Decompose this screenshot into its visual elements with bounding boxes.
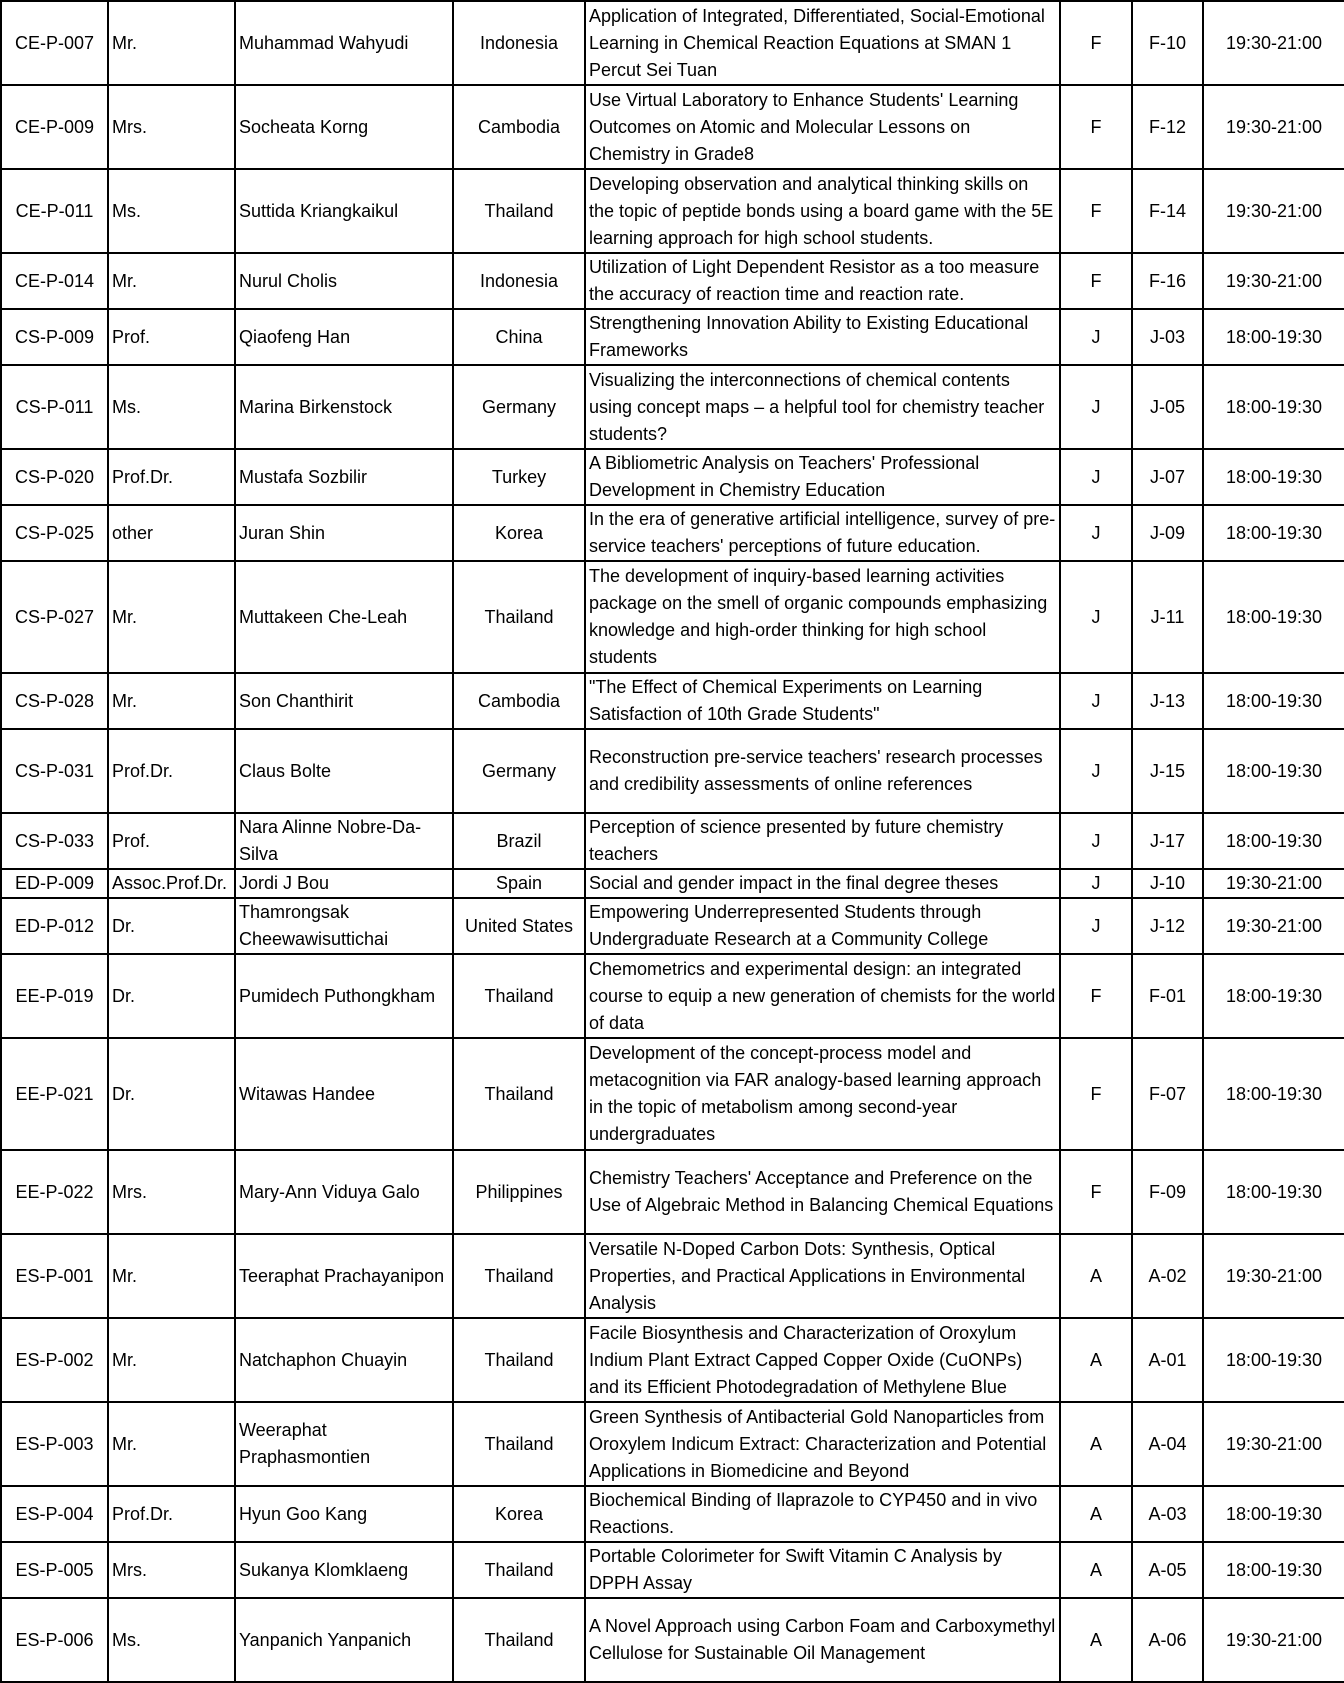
cell-name: Teeraphat Prachayanipon xyxy=(235,1234,453,1318)
cell-code: ES-P-006 xyxy=(1,1598,108,1682)
cell-code: ES-P-002 xyxy=(1,1318,108,1402)
cell-title: Mrs. xyxy=(108,1150,235,1234)
cell-code: ED-P-012 xyxy=(1,898,108,954)
cell-topic: Developing observation and analytical thinking skills on the topic of peptide bonds using a board game with the 5E learning approach for high school students. xyxy=(585,169,1060,253)
cell-zone: J xyxy=(1060,813,1132,869)
cell-code: ES-P-004 xyxy=(1,1486,108,1542)
cell-zone: F xyxy=(1060,954,1132,1038)
table-row xyxy=(1,1038,1344,1150)
cell-country: United States xyxy=(453,898,585,954)
cell-name: Weeraphat Praphasmontien xyxy=(235,1402,453,1486)
table-row xyxy=(1,253,1344,309)
cell-country: Thailand xyxy=(453,1402,585,1486)
cell-board: J-15 xyxy=(1132,729,1203,813)
cell-zone: A xyxy=(1060,1402,1132,1486)
cell-time: 18:00-19:30 xyxy=(1203,561,1344,673)
table-body xyxy=(1,1,1344,1682)
cell-time: 19:30-21:00 xyxy=(1203,898,1344,954)
cell-title: Mr. xyxy=(108,673,235,729)
cell-code: CE-P-007 xyxy=(1,1,108,85)
table-row xyxy=(1,309,1344,365)
cell-board: F-09 xyxy=(1132,1150,1203,1234)
cell-board: A-04 xyxy=(1132,1402,1203,1486)
table-row xyxy=(1,673,1344,729)
cell-title: Mrs. xyxy=(108,85,235,169)
cell-board: F-07 xyxy=(1132,1038,1203,1150)
cell-zone: J xyxy=(1060,869,1132,898)
cell-time: 19:30-21:00 xyxy=(1203,1402,1344,1486)
cell-name: Marina Birkenstock xyxy=(235,365,453,449)
cell-time: 18:00-19:30 xyxy=(1203,505,1344,561)
cell-zone: J xyxy=(1060,365,1132,449)
cell-title: Mrs. xyxy=(108,1542,235,1598)
cell-title: Prof.Dr. xyxy=(108,729,235,813)
cell-name: Pumidech Puthongkham xyxy=(235,954,453,1038)
cell-time: 19:30-21:00 xyxy=(1203,869,1344,898)
cell-code: CS-P-033 xyxy=(1,813,108,869)
cell-name: Witawas Handee xyxy=(235,1038,453,1150)
cell-name: Nara Alinne Nobre-Da-Silva xyxy=(235,813,453,869)
cell-country: China xyxy=(453,309,585,365)
table-row xyxy=(1,449,1344,505)
cell-name: Son Chanthirit xyxy=(235,673,453,729)
cell-topic: Use Virtual Laboratory to Enhance Students' Learning Outcomes on Atomic and Molecular Lessons on Chemistry in Grade8 xyxy=(585,85,1060,169)
cell-name: Socheata Korng xyxy=(235,85,453,169)
cell-title: Ms. xyxy=(108,1598,235,1682)
table-row xyxy=(1,898,1344,954)
cell-zone: F xyxy=(1060,85,1132,169)
cell-time: 19:30-21:00 xyxy=(1203,1,1344,85)
cell-title: Mr. xyxy=(108,253,235,309)
cell-code: CE-P-014 xyxy=(1,253,108,309)
cell-zone: F xyxy=(1060,169,1132,253)
cell-time: 18:00-19:30 xyxy=(1203,365,1344,449)
cell-title: Prof.Dr. xyxy=(108,449,235,505)
cell-title: Dr. xyxy=(108,954,235,1038)
cell-topic: A Bibliometric Analysis on Teachers' Professional Development in Chemistry Education xyxy=(585,449,1060,505)
cell-country: Thailand xyxy=(453,169,585,253)
cell-zone: F xyxy=(1060,253,1132,309)
cell-topic: Social and gender impact in the final degree theses xyxy=(585,869,1060,898)
cell-topic: The development of inquiry-based learning activities package on the smell of organic compounds emphasizing knowledge and high-order thinking for high school students xyxy=(585,561,1060,673)
cell-name: Juran Shin xyxy=(235,505,453,561)
cell-board: J-13 xyxy=(1132,673,1203,729)
cell-country: Germany xyxy=(453,729,585,813)
cell-zone: J xyxy=(1060,898,1132,954)
cell-name: Yanpanich Yanpanich xyxy=(235,1598,453,1682)
cell-board: A-03 xyxy=(1132,1486,1203,1542)
cell-title: Dr. xyxy=(108,898,235,954)
cell-title: Prof. xyxy=(108,813,235,869)
cell-country: Brazil xyxy=(453,813,585,869)
cell-country: Thailand xyxy=(453,561,585,673)
table-row xyxy=(1,1150,1344,1234)
cell-time: 18:00-19:30 xyxy=(1203,729,1344,813)
cell-title: Prof.Dr. xyxy=(108,1486,235,1542)
cell-code: ES-P-003 xyxy=(1,1402,108,1486)
cell-name: Suttida Kriangkaikul xyxy=(235,169,453,253)
cell-name: Nurul Cholis xyxy=(235,253,453,309)
cell-board: J-17 xyxy=(1132,813,1203,869)
cell-country: Cambodia xyxy=(453,673,585,729)
table-row xyxy=(1,85,1344,169)
cell-topic: Chemometrics and experimental design: an integrated course to equip a new generation of chemists for the world of data xyxy=(585,954,1060,1038)
cell-board: J-09 xyxy=(1132,505,1203,561)
cell-code: CS-P-025 xyxy=(1,505,108,561)
cell-name: Sukanya Klomklaeng xyxy=(235,1542,453,1598)
table-row xyxy=(1,1486,1344,1542)
table-row xyxy=(1,561,1344,673)
cell-zone: A xyxy=(1060,1598,1132,1682)
cell-title: Mr. xyxy=(108,1318,235,1402)
cell-zone: A xyxy=(1060,1234,1132,1318)
cell-country: Spain xyxy=(453,869,585,898)
cell-title: Mr. xyxy=(108,1,235,85)
table-row xyxy=(1,729,1344,813)
cell-time: 18:00-19:30 xyxy=(1203,813,1344,869)
cell-country: Thailand xyxy=(453,954,585,1038)
cell-zone: F xyxy=(1060,1150,1132,1234)
cell-time: 19:30-21:00 xyxy=(1203,169,1344,253)
cell-country: Germany xyxy=(453,365,585,449)
cell-zone: A xyxy=(1060,1486,1132,1542)
table-row xyxy=(1,813,1344,869)
cell-country: Thailand xyxy=(453,1038,585,1150)
cell-board: F-10 xyxy=(1132,1,1203,85)
cell-code: CS-P-027 xyxy=(1,561,108,673)
cell-board: J-10 xyxy=(1132,869,1203,898)
cell-time: 18:00-19:30 xyxy=(1203,449,1344,505)
cell-code: EE-P-022 xyxy=(1,1150,108,1234)
cell-board: J-12 xyxy=(1132,898,1203,954)
cell-zone: A xyxy=(1060,1318,1132,1402)
cell-code: ES-P-005 xyxy=(1,1542,108,1598)
cell-board: F-01 xyxy=(1132,954,1203,1038)
cell-time: 19:30-21:00 xyxy=(1203,85,1344,169)
cell-time: 18:00-19:30 xyxy=(1203,309,1344,365)
cell-title: Ms. xyxy=(108,365,235,449)
table-row xyxy=(1,505,1344,561)
cell-time: 18:00-19:30 xyxy=(1203,954,1344,1038)
cell-board: A-06 xyxy=(1132,1598,1203,1682)
cell-code: CS-P-009 xyxy=(1,309,108,365)
cell-board: A-02 xyxy=(1132,1234,1203,1318)
cell-zone: J xyxy=(1060,729,1132,813)
cell-code: ES-P-001 xyxy=(1,1234,108,1318)
cell-name: Claus Bolte xyxy=(235,729,453,813)
cell-time: 18:00-19:30 xyxy=(1203,1318,1344,1402)
table-row xyxy=(1,1234,1344,1318)
cell-country: Thailand xyxy=(453,1318,585,1402)
cell-zone: A xyxy=(1060,1542,1132,1598)
cell-code: CS-P-011 xyxy=(1,365,108,449)
cell-title: Ms. xyxy=(108,169,235,253)
cell-country: Indonesia xyxy=(453,1,585,85)
cell-title: Prof. xyxy=(108,309,235,365)
cell-time: 19:30-21:00 xyxy=(1203,253,1344,309)
cell-code: CE-P-009 xyxy=(1,85,108,169)
cell-board: J-11 xyxy=(1132,561,1203,673)
cell-board: J-07 xyxy=(1132,449,1203,505)
cell-title: Mr. xyxy=(108,1402,235,1486)
cell-zone: J xyxy=(1060,673,1132,729)
cell-country: Thailand xyxy=(453,1598,585,1682)
cell-board: J-05 xyxy=(1132,365,1203,449)
cell-country: Thailand xyxy=(453,1234,585,1318)
cell-country: Turkey xyxy=(453,449,585,505)
cell-board: A-01 xyxy=(1132,1318,1203,1402)
cell-code: CE-P-011 xyxy=(1,169,108,253)
cell-topic: Chemistry Teachers' Acceptance and Preference on the Use of Algebraic Method in Balancing Chemical Equations xyxy=(585,1150,1060,1234)
cell-time: 18:00-19:30 xyxy=(1203,1486,1344,1542)
cell-country: Korea xyxy=(453,1486,585,1542)
table-row xyxy=(1,1542,1344,1598)
cell-board: F-12 xyxy=(1132,85,1203,169)
cell-board: F-16 xyxy=(1132,253,1203,309)
cell-country: Cambodia xyxy=(453,85,585,169)
cell-title: Mr. xyxy=(108,561,235,673)
cell-board: F-14 xyxy=(1132,169,1203,253)
cell-name: Jordi J Bou xyxy=(235,869,453,898)
cell-topic: In the era of generative artificial intelligence, survey of pre-service teachers' perceptions of future education. xyxy=(585,505,1060,561)
cell-name: Natchaphon Chuayin xyxy=(235,1318,453,1402)
cell-board: J-03 xyxy=(1132,309,1203,365)
cell-title: Mr. xyxy=(108,1234,235,1318)
cell-code: EE-P-021 xyxy=(1,1038,108,1150)
cell-topic: A Novel Approach using Carbon Foam and Carboxymethyl Cellulose for Sustainable Oil Management xyxy=(585,1598,1060,1682)
cell-topic: Development of the concept-process model and metacognition via FAR analogy-based learning approach in the topic of metabolism among second-year undergraduates xyxy=(585,1038,1060,1150)
cell-time: 18:00-19:30 xyxy=(1203,1150,1344,1234)
cell-zone: J xyxy=(1060,309,1132,365)
cell-board: A-05 xyxy=(1132,1542,1203,1598)
table-row xyxy=(1,1402,1344,1486)
cell-zone: J xyxy=(1060,449,1132,505)
cell-country: Thailand xyxy=(453,1542,585,1598)
cell-topic: "The Effect of Chemical Experiments on Learning Satisfaction of 10th Grade Students" xyxy=(585,673,1060,729)
cell-time: 18:00-19:30 xyxy=(1203,673,1344,729)
cell-country: Korea xyxy=(453,505,585,561)
cell-code: ED-P-009 xyxy=(1,869,108,898)
cell-time: 18:00-19:30 xyxy=(1203,1542,1344,1598)
cell-topic: Biochemical Binding of Ilaprazole to CYP450 and in vivo Reactions. xyxy=(585,1486,1060,1542)
table-row xyxy=(1,1,1344,85)
cell-topic: Facile Biosynthesis and Characterization of Oroxylum Indium Plant Extract Capped Copper Oxide (CuONPs) and its Efficient Photodegradation of Methylene Blue xyxy=(585,1318,1060,1402)
cell-name: Qiaofeng Han xyxy=(235,309,453,365)
cell-topic: Application of Integrated, Differentiated, Social-Emotional Learning in Chemical Reaction Equations at SMAN 1 Percut Sei Tuan xyxy=(585,1,1060,85)
cell-topic: Versatile N-Doped Carbon Dots: Synthesis, Optical Properties, and Practical Applications in Environmental Analysis xyxy=(585,1234,1060,1318)
cell-country: Philippines xyxy=(453,1150,585,1234)
cell-name: Thamrongsak Cheewawisuttichai xyxy=(235,898,453,954)
table-row xyxy=(1,365,1344,449)
cell-zone: F xyxy=(1060,1,1132,85)
cell-topic: Portable Colorimeter for Swift Vitamin C Analysis by DPPH Assay xyxy=(585,1542,1060,1598)
cell-zone: J xyxy=(1060,561,1132,673)
cell-country: Indonesia xyxy=(453,253,585,309)
table-row xyxy=(1,869,1344,898)
cell-time: 19:30-21:00 xyxy=(1203,1234,1344,1318)
table-row xyxy=(1,954,1344,1038)
cell-title: other xyxy=(108,505,235,561)
cell-topic: Reconstruction pre-service teachers' research processes and credibility assessments of online references xyxy=(585,729,1060,813)
cell-time: 19:30-21:00 xyxy=(1203,1598,1344,1682)
cell-title: Dr. xyxy=(108,1038,235,1150)
cell-time: 18:00-19:30 xyxy=(1203,1038,1344,1150)
cell-name: Hyun Goo Kang xyxy=(235,1486,453,1542)
table-row xyxy=(1,169,1344,253)
cell-zone: J xyxy=(1060,505,1132,561)
cell-topic: Strengthening Innovation Ability to Existing Educational Frameworks xyxy=(585,309,1060,365)
cell-zone: F xyxy=(1060,1038,1132,1150)
table-row xyxy=(1,1598,1344,1682)
cell-topic: Perception of science presented by future chemistry teachers xyxy=(585,813,1060,869)
cell-code: CS-P-031 xyxy=(1,729,108,813)
cell-topic: Utilization of Light Dependent Resistor as a too measure the accuracy of reaction time and reaction rate. xyxy=(585,253,1060,309)
cell-name: Muttakeen Che-Leah xyxy=(235,561,453,673)
cell-code: CS-P-028 xyxy=(1,673,108,729)
cell-title: Assoc.Prof.Dr. xyxy=(108,869,235,898)
cell-topic: Green Synthesis of Antibacterial Gold Nanoparticles from Oroxylem Indicum Extract: Characterization and Potential Applications in Biomedicine and Beyond xyxy=(585,1402,1060,1486)
cell-topic: Visualizing the interconnections of chemical contents using concept maps – a helpful tool for chemistry teacher students? xyxy=(585,365,1060,449)
cell-topic: Empowering Underrepresented Students through Undergraduate Research at a Community College xyxy=(585,898,1060,954)
cell-name: Mary-Ann Viduya Galo xyxy=(235,1150,453,1234)
cell-code: EE-P-019 xyxy=(1,954,108,1038)
cell-name: Muhammad Wahyudi xyxy=(235,1,453,85)
cell-code: CS-P-020 xyxy=(1,449,108,505)
table-row xyxy=(1,1318,1344,1402)
cell-name: Mustafa Sozbilir xyxy=(235,449,453,505)
